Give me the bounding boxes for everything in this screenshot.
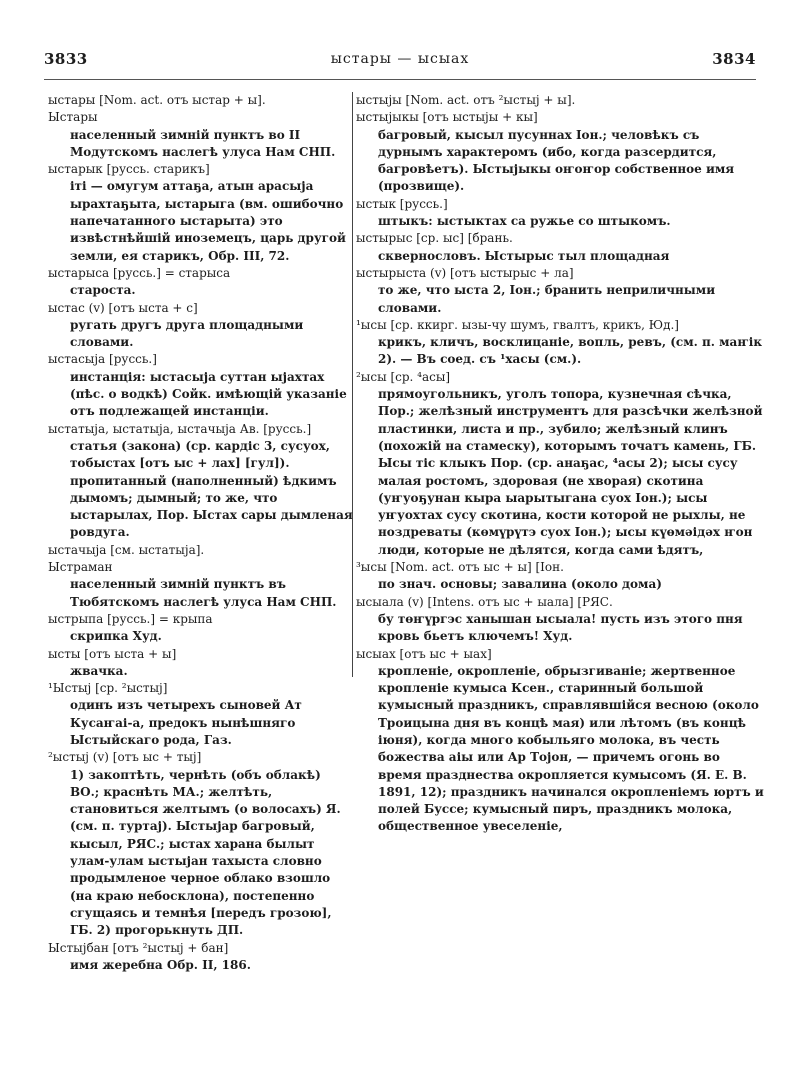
entry-head: ыстыјы [Nom. act. отъ ²ыстыј + ы]. <box>356 93 576 107</box>
entry <box>356 92 764 109</box>
entry <box>356 230 764 265</box>
header-rule <box>44 79 756 80</box>
entry-head: ыстарык [руссь. старикъ] <box>48 162 210 177</box>
entry <box>356 265 764 317</box>
entry-head: Ыстары <box>48 110 98 125</box>
entry-head: ¹ысы [ср. ккирг. ызы-чу шумъ, гвалтъ, крикъ, Юд.] <box>356 317 679 332</box>
entry <box>48 109 353 161</box>
entry-head: ²ыстыј (v) [отъ ыс + тыј] <box>48 750 202 765</box>
entry-definition: населенный зимній пунктъ въ Тюбятскомъ наслегѣ улуса Нам СНП. <box>70 577 337 609</box>
entry <box>356 369 764 559</box>
entry-head: Ыстыјбан [отъ ²ыстыј + бан] <box>48 940 229 955</box>
entry-head: ыстарыса [руссь.] = старыса <box>48 265 231 280</box>
entry <box>48 421 353 473</box>
entry-head: ыстары [Nom. act. отъ ыстар + ы]. <box>48 93 266 107</box>
entry-definition: багровый, кысыл пусуннах Іон.; человѣкъ съ дурнымъ характеромъ (ибо, когда разсердится, багровѣетъ). Ыстыјыкы оҥоҥор собственное имя (прозвище). <box>378 127 735 194</box>
entry <box>48 92 353 109</box>
page-header <box>44 48 756 74</box>
entry-head: ыстасыја [руссь.] <box>48 352 157 367</box>
entry-definition: населенный зимній пунктъ во II Модутскомъ наслегѣ улуса Нам СНП. <box>70 127 336 159</box>
entry-head: ыстырыста (v) [отъ ыстырыс + ла] <box>356 265 574 280</box>
entry <box>356 594 764 646</box>
entry <box>356 559 764 594</box>
entry <box>48 749 353 939</box>
entry-head: Ыстраман <box>48 560 113 575</box>
entry-head: ысыала (v) [Intens. отъ ыс + ыала] [РЯС. <box>356 594 613 609</box>
entry <box>48 473 353 542</box>
entry-definition: штыкъ: ыстыктах са ружье со штыкомъ. <box>378 214 671 229</box>
entry-definition: бу төҥүргэс ханышан ысыала! пусть изъ этого пня кровь бьетъ ключемъ! Худ. <box>378 611 743 644</box>
entry-definition: пропитанный (наполненный) ѣдкимъ дымомъ; дымный; то же, что ыстарылах, Пор. Ыстах сары дымленая ровдуга. <box>70 473 353 540</box>
entry-definition: одинъ изъ четырехъ сыновей Ат Кусаҥаі-а, предокъ нынѣшняго Ыстыйскаго рода, Газ. <box>70 698 302 747</box>
entry <box>48 300 353 352</box>
entry <box>48 680 353 749</box>
entry-definition: статья (закона) (ср. кардіс 3, сусуох, тобыстах [отъ ыс + лах] [гул]). <box>70 438 330 471</box>
entry-head: ыстыјыкы [отъ ыстыјы + кы] <box>356 110 538 125</box>
entry-definition: скрипка Худ. <box>70 629 162 644</box>
entry-head: ыстатыја, ыстатыја, ыстачыја Ав. [руссь.] <box>48 421 312 436</box>
entry <box>48 559 353 611</box>
entry-definition: прямоугольникъ, уголъ топора, кузнечная сѣчка, Пор.; желѣзный инструментъ для разсѣчки желѣзной пластинки, листа и пр., зубило; желѣзный клинъ (похожій на стамеску), которымъ точатъ камень, ГБ. Ысы тіс клыкъ Пор. (ср. анаҕас, ⁴асы 2); ысы сусу малая ростомъ, здоровая (не хворая) скотина (уҥуоҕунан кыра ыарытыгана суох Іон.); ысы уҥуохтах сусу скотина, кости которой не рыхлы, не ноздреваты (көмүрүтэ суох Іон.); ысы күөмәідәх ҥон люди, которые не дѣлятся, когда сами ѣдятъ, <box>378 387 763 557</box>
page-number-left: 3833 <box>44 50 88 68</box>
left-column <box>48 92 353 1062</box>
entry-head: ³ысы [Nom. act. отъ ыс + ы] [Іон. <box>356 560 564 575</box>
entry-head: ыстрыпа [руссь.] = крыпа <box>48 611 213 626</box>
entry-definition: имя жеребна Обр. II, 186. <box>70 957 251 972</box>
entry <box>356 109 764 195</box>
entry-head: ыстачыја [см. ыстатыја]. <box>48 542 205 557</box>
entry-definition: 1) закоптѣть, чернѣть (объ облакѣ) ВО.; краснѣть МА.; желтѣть, становиться желтымъ (о волосахъ) Я. (см. п. туртај). Ыстыјар багровый, кысыл, РЯС.; ыстах харана былыт улам-улам ыстыјан тахыста словно продымленое черное облако взошло (на краю небосклона), постепенно сгущаясь и темнѣя [передъ грозою], ГБ. 2) прогорькнуть ДП. <box>70 767 341 938</box>
entry <box>48 161 353 265</box>
entry-head: ²ысы [ср. ⁴асы] <box>356 369 451 384</box>
entry-definition: ругать другъ друга площадными словами. <box>70 317 304 350</box>
entry-definition: сквернословъ. Ыстырыс тыл площадная <box>378 248 670 263</box>
entry-definition: жвачка. <box>70 663 128 678</box>
entry-head: ыстык [руссь.] <box>356 196 448 211</box>
entry <box>48 940 353 975</box>
entry <box>48 542 353 559</box>
entry-head: ыстас (v) [отъ ыста + с] <box>48 300 198 315</box>
entry-head: ысыах [отъ ыс + ыах] <box>356 646 492 661</box>
entry-definition: инстанція: ыстасыја суттан ыјахтах (пѣс. о водкѣ) Сойк. имѣющій указаніе отъ подлежащей инстанціи. <box>70 369 347 419</box>
page-number-right: 3834 <box>712 50 756 68</box>
entry-definition: кропленіе, окропленіе, обрызгиваніе; жертвенное кропленіе кумыса Ксен., старинный большой кумысный праздникъ, справлявшійся весною (около Троицына дня въ концѣ мая) или лѣтомъ (въ концѣ іюня), когда много кобыльяго молока, въ честь божества аіы или Ар Тојон, — причемъ огонь во время празднества окропляется кумысомъ (Я. Е. В. 1891, 12); праздникъ начинался окропленіемъ юртъ и полей Буссе; кумысный пиръ, праздникъ молока, общественное увеселеніе, <box>378 663 764 834</box>
entry-definition: то же, что ыста 2, Іон.; бранить неприличными словами. <box>378 283 716 315</box>
entry <box>48 611 353 646</box>
entry-definition: по знач. основы; завалина (около дома) <box>378 577 662 592</box>
entry <box>48 646 353 681</box>
running-head: ыстары — ысыах <box>330 51 470 67</box>
entry-head: ысты [отъ ыста + ы] <box>48 646 177 661</box>
entry <box>356 317 764 369</box>
entry-definition: крикъ, кличъ, восклицаніе, вопль, ревъ, (см. п. маҥік 2). — Въ соед. съ ¹хасы (см.). <box>378 335 763 367</box>
entry <box>356 646 764 836</box>
entry <box>48 351 353 420</box>
entry <box>356 196 764 231</box>
entry-definition: староста. <box>70 283 136 298</box>
entry-head: ыстырыс [ср. ыс] [брань. <box>356 231 513 246</box>
entry-head: ¹Ыстыј [ср. ²ыстыј] <box>48 681 168 696</box>
entry <box>48 265 353 300</box>
entry-definition: іті — омугум аттаҕа, атын арасыја ырахтаҕыта, ыстарыга (вм. ошибочно напечатанного ыстарыта) это извѣстнѣйшій иноземецъ, царь другой земли, ея старикъ, Обр. III, 72. <box>70 179 346 263</box>
right-column <box>356 92 764 1062</box>
